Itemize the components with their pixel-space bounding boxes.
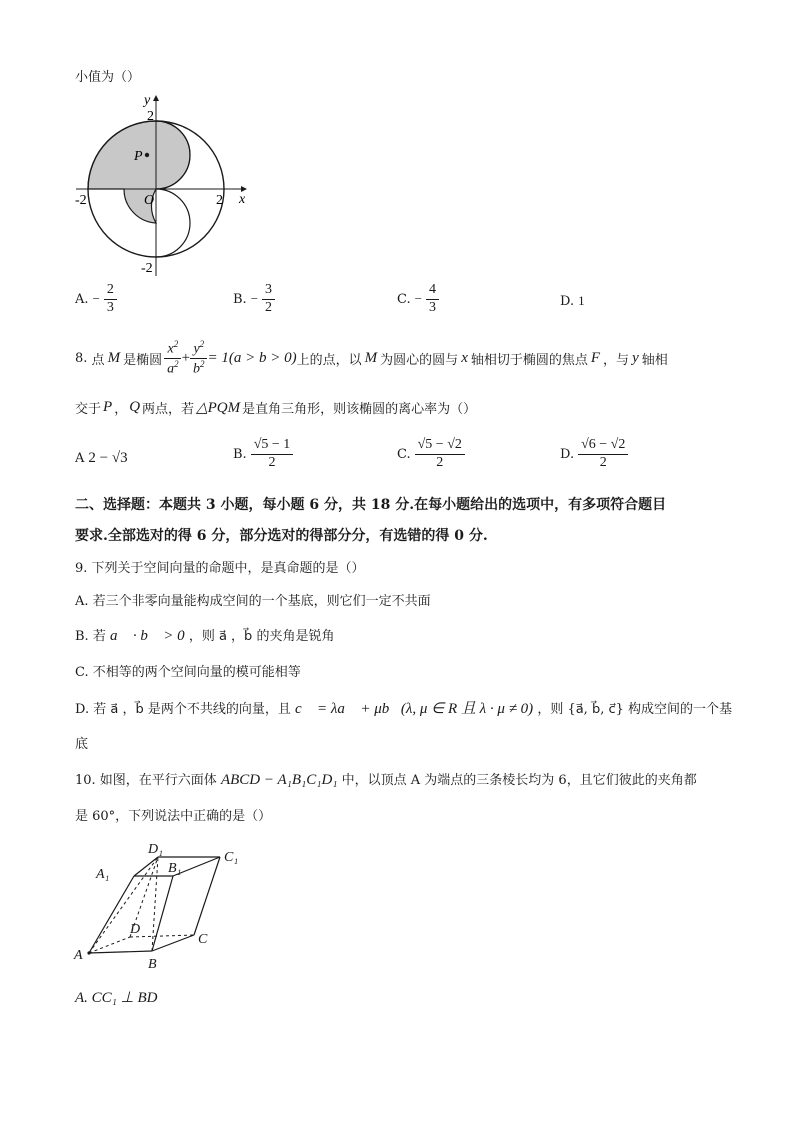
section2-heading-line2: 要求.全部选对的得 6 分，部分选对的得部分分，有选错的得 0 分. (75, 528, 488, 544)
q10-stem-line1: 10. 如图，在平行六面体 ABCD − A₁B₁C₁D₁ 中，以顶点 A 为端点的三条棱长均为 6，且它们彼此的夹角都 (75, 772, 697, 788)
q8-stem-line2: 交于 P ， Q 两点，若 △PQM 是直角三角形，则该椭圆的离心率为（） (75, 399, 477, 417)
label-c1: C₁ (224, 850, 239, 865)
label-a: A (74, 948, 83, 963)
q9-option-a[interactable]: A. 若三个非零向量能构成空间的一个基底，则它们一定不共面 (75, 594, 431, 609)
q7-option-d[interactable]: D. 1 (560, 293, 585, 309)
label-x: x (239, 192, 246, 207)
q9-option-c[interactable]: C. 不相等的两个空间向量的模可能相等 (75, 665, 301, 680)
lower-small-arc (156, 189, 190, 257)
q9-option-b[interactable]: B. 若 a⃗ · b⃗ > 0 ，则 a⃗ ，b⃗ 的夹角是锐角 (75, 628, 335, 644)
q8-option-c[interactable]: C. $\frac{√5 - √2}{2}$ (397, 438, 465, 470)
shaded-region (88, 121, 190, 223)
q10-stem-line2: 是 60°，下列说法中正确的是（） (75, 809, 272, 824)
label-p: P (134, 149, 143, 164)
q8-option-d[interactable]: D. $\frac{√6 - √2}{2}$ (560, 438, 628, 470)
q10-parallelepiped-figure (70, 835, 260, 975)
label-neg2-bottom: -2 (141, 261, 153, 276)
label-b: B (148, 957, 157, 972)
point-p (145, 153, 149, 157)
q9-stem: 9. 下列关于空间向量的命题中，是真命题的是（） (75, 561, 365, 576)
label-2-right: 2 (216, 193, 223, 208)
label-d1: D₁ (148, 842, 163, 857)
q7-stem-tail: 小值为（） (75, 70, 141, 85)
q7-option-b[interactable]: B. − $\frac{3}{2}$ (233, 283, 275, 315)
q8-stem-line1: 8. 点 M 是椭圆 $\frac{x^2}{a^2}$ + $\frac{y^2}{b^2}$ = 1(a > b > 0) 上的点，以 M 为圆心的圆与 x 轴相切于椭圆的焦点 F ，与 y 轴相 (75, 339, 668, 377)
q8-option-b[interactable]: B. $\frac{√5 - 1}{2}$ (233, 438, 293, 470)
label-neg2-left: -2 (75, 193, 87, 208)
label-y: y (144, 93, 151, 108)
ellipse-x-term: $\frac{x^2}{a^2}$ (164, 340, 182, 378)
label-origin: O (144, 193, 155, 208)
q7-figure (70, 90, 260, 280)
q7-option-c[interactable]: C. − $\frac{4}{3}$ (397, 283, 439, 315)
q10-option-a[interactable]: A. CC₁ ⊥ BD (75, 990, 158, 1006)
section2-heading-line1: 二、选择题：本题共 3 小题，每小题 6 分，共 18 分.在每小题给出的选项中，有多项符合题目 (75, 497, 667, 513)
label-c: C (198, 932, 208, 947)
ellipse-y-term: $\frac{y^2}{b^2}$ (190, 340, 208, 378)
label-d: D (130, 922, 141, 937)
q9-option-d[interactable]: D. 若 a⃗ ，b⃗ 是两个不共线的向量，且 c⃗ = λa⃗ + μb⃗(λ, μ ∈ R 且 λ · μ ≠ 0) ，则 {a⃗, b⃗, c⃗} 构成空间的一个基 (75, 701, 733, 717)
label-b1: B₁ (168, 861, 182, 876)
label-2-top: 2 (147, 109, 154, 124)
q9-option-d-end: 底 (75, 737, 89, 752)
q7-option-a[interactable]: A. − $\frac{2}{3}$ (75, 283, 117, 315)
label-a1: A₁ (96, 867, 110, 882)
q8-option-a[interactable]: A 2 − √3 (75, 450, 128, 466)
